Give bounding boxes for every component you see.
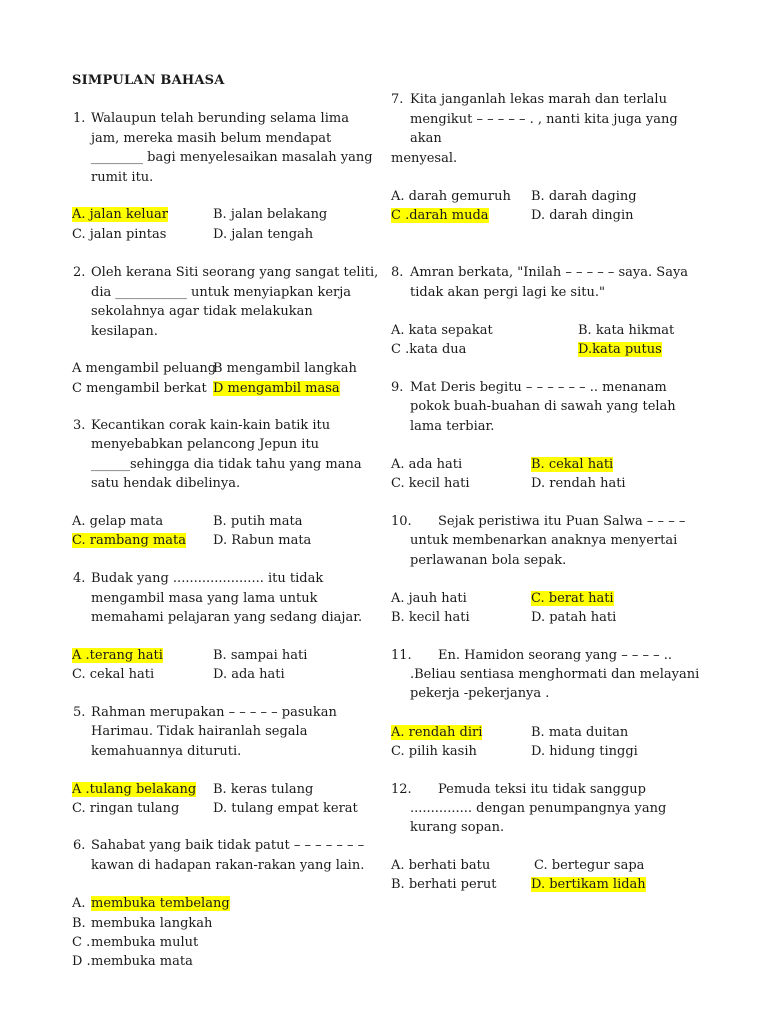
- answer-option: B. jalan belakang: [213, 207, 328, 222]
- question-text-line: jam, mereka masih belum mendapat: [91, 131, 332, 146]
- answer-option: C. jalan pintas: [72, 227, 167, 242]
- question-text-line: dia ___________ untuk menyiapkan kerja: [91, 285, 352, 300]
- question-number: 10.: [391, 514, 412, 529]
- answer-option-highlighted: membuka tembelang: [91, 896, 230, 911]
- question-text-line: Walaupun telah berunding selama lima: [91, 111, 349, 126]
- question-number: 7.: [391, 92, 404, 107]
- answer-option: D. Rabun mata: [213, 533, 312, 548]
- answer-option: membuka mata: [91, 954, 193, 969]
- answer-option: A. jauh hati: [391, 591, 467, 606]
- answer-option: C. pilih kasih: [391, 744, 477, 759]
- answer-option: C .kata dua: [391, 342, 467, 357]
- question-text-line: untuk membenarkan anaknya menyertai: [410, 533, 678, 548]
- answer-option: A. gelap mata: [72, 514, 164, 529]
- question-text-line: .Beliau sentiasa menghormati dan melayani: [410, 667, 700, 682]
- question-text-line: Pemuda teksi itu tidak sanggup: [438, 782, 646, 797]
- answer-option: B. mata duitan: [531, 725, 629, 740]
- answer-option: C mengambil berkat: [72, 381, 207, 396]
- answer-option-highlighted: D. bertikam lidah: [531, 877, 646, 892]
- answer-option-highlighted: D mengambil masa: [213, 381, 340, 396]
- answer-option-highlighted: A. jalan keluar: [72, 207, 168, 222]
- question-text-line: memahami pelajaran yang sedang diajar.: [91, 610, 363, 625]
- answer-option: B. putih mata: [213, 514, 303, 529]
- answer-option-highlighted: A. rendah diri: [391, 725, 483, 740]
- answer-option: B. sampai hati: [213, 648, 308, 663]
- question-text-line: Amran berkata, "Inilah – – – – – saya. Saya: [410, 265, 689, 280]
- answer-option: D. hidung tinggi: [531, 744, 638, 759]
- answer-option: D. ada hati: [213, 667, 285, 682]
- answer-option: D. jalan tengah: [213, 227, 314, 242]
- answer-option: D. darah dingin: [531, 208, 634, 223]
- question-text-line: sekolahnya agar tidak melakukan: [91, 304, 313, 319]
- answer-option: D. tulang empat kerat: [213, 801, 358, 816]
- page-title: SIMPULAN BAHASA: [72, 73, 225, 88]
- option-letter: C .: [72, 935, 91, 950]
- answer-option-highlighted: C. berat hati: [531, 591, 614, 606]
- question-text-line: ________ bagi menyelesaikan masalah yang: [91, 150, 373, 165]
- answer-option: B. keras tulang: [213, 782, 314, 797]
- answer-option: B. darah daging: [531, 189, 637, 204]
- question-number: 3.: [73, 418, 86, 433]
- question-text-line: Kita janganlah lekas marah dan terlalu: [410, 92, 667, 107]
- question-text-line: kesilapan.: [91, 324, 158, 339]
- answer-option: A mengambil peluang: [72, 361, 217, 376]
- question-number: 5.: [73, 705, 86, 720]
- answer-option-highlighted: D.kata putus: [578, 342, 662, 357]
- question-number: 2.: [73, 265, 86, 280]
- question-text-line: tidak akan pergi lagi ke situ.": [410, 285, 605, 300]
- answer-option: B mengambil langkah: [213, 361, 357, 376]
- answer-option: B. kata hikmat: [578, 323, 675, 338]
- question-text-line: Harimau. Tidak hairanlah segala: [91, 724, 308, 739]
- option-letter: A.: [72, 896, 86, 911]
- option-letter: D .: [72, 954, 91, 969]
- question-text-line: menyebabkan pelancong Jepun itu: [91, 437, 320, 452]
- question-text-line: Oleh kerana Siti seorang yang sangat teliti,: [91, 265, 379, 280]
- question-text-line: ______sehingga dia tidak tahu yang mana: [91, 457, 362, 472]
- answer-option: C. cekal hati: [72, 667, 155, 682]
- answer-option: C. ringan tulang: [72, 801, 180, 816]
- question-text-line: kurang sopan.: [410, 820, 505, 835]
- question-text-line: satu hendak dibelinya.: [91, 476, 241, 491]
- question-text-line: pekerja -pekerjanya .: [410, 686, 550, 701]
- question-number: 12.: [391, 782, 412, 797]
- answer-option: membuka mulut: [91, 935, 199, 950]
- answer-option: A. darah gemuruh: [391, 189, 511, 204]
- question-text-line: Kecantikan corak kain-kain batik itu: [91, 418, 331, 433]
- question-text-line: mengambil masa yang lama untuk: [91, 591, 318, 606]
- answer-option: C. kecil hati: [391, 476, 470, 491]
- answer-option: D. patah hati: [531, 610, 617, 625]
- answer-option-highlighted: A .terang hati: [72, 648, 163, 663]
- question-number: 9.: [391, 380, 404, 395]
- answer-option-highlighted: B. cekal hati: [531, 457, 614, 472]
- question-number: 4.: [73, 571, 86, 586]
- answer-option: membuka langkah: [91, 916, 213, 931]
- answer-option: A. berhati batu: [391, 858, 491, 873]
- question-text-line: kawan di hadapan rakan-rakan yang lain.: [91, 858, 365, 873]
- question-text-line: Budak yang ...................... itu tidak: [91, 571, 324, 586]
- question-text-line: pokok buah-buahan di sawah yang telah: [410, 399, 676, 414]
- question-text-line: rumit itu.: [91, 170, 154, 185]
- question-text-line: Sejak peristiwa itu Puan Salwa – – – –: [438, 514, 686, 529]
- question-number: 6.: [73, 838, 86, 853]
- answer-option: D. rendah hati: [531, 476, 626, 491]
- question-text-line: lama terbiar.: [410, 419, 495, 434]
- answer-option: C. bertegur sapa: [534, 858, 645, 873]
- question-number: 8.: [391, 265, 404, 280]
- answer-option: B. kecil hati: [391, 610, 470, 625]
- answer-option-highlighted: C. rambang mata: [72, 533, 186, 548]
- option-letter: B.: [72, 916, 86, 931]
- question-text-line: Sahabat yang baik tidak patut – – – – – – –: [91, 838, 365, 853]
- question-text-line: En. Hamidon seorang yang – – – – ..: [438, 648, 673, 663]
- question-text-line: ............... dengan penumpangnya yang: [410, 801, 667, 816]
- question-text-line: Rahman merupakan – – – – – pasukan: [91, 705, 337, 720]
- question-number: 1.: [73, 111, 86, 126]
- answer-option: A. ada hati: [391, 457, 463, 472]
- question-text-line: perlawanan bola sepak.: [410, 553, 567, 568]
- question-number: 11.: [391, 648, 412, 663]
- answer-option: B. berhati perut: [391, 877, 497, 892]
- question-text-line: akan: [410, 131, 442, 146]
- answer-option-highlighted: C .darah muda: [391, 208, 489, 223]
- answer-option: A. kata sepakat: [391, 323, 493, 338]
- question-text-line: kemahuannya dituruti.: [91, 744, 242, 759]
- question-text-line: mengikut – – – – – . , nanti kita juga yang: [410, 112, 678, 127]
- question-text-line: menyesal.: [391, 151, 458, 166]
- answer-option-highlighted: A .tulang belakang: [72, 782, 197, 797]
- question-text-line: Mat Deris begitu – – – – – – .. menanam: [410, 380, 667, 395]
